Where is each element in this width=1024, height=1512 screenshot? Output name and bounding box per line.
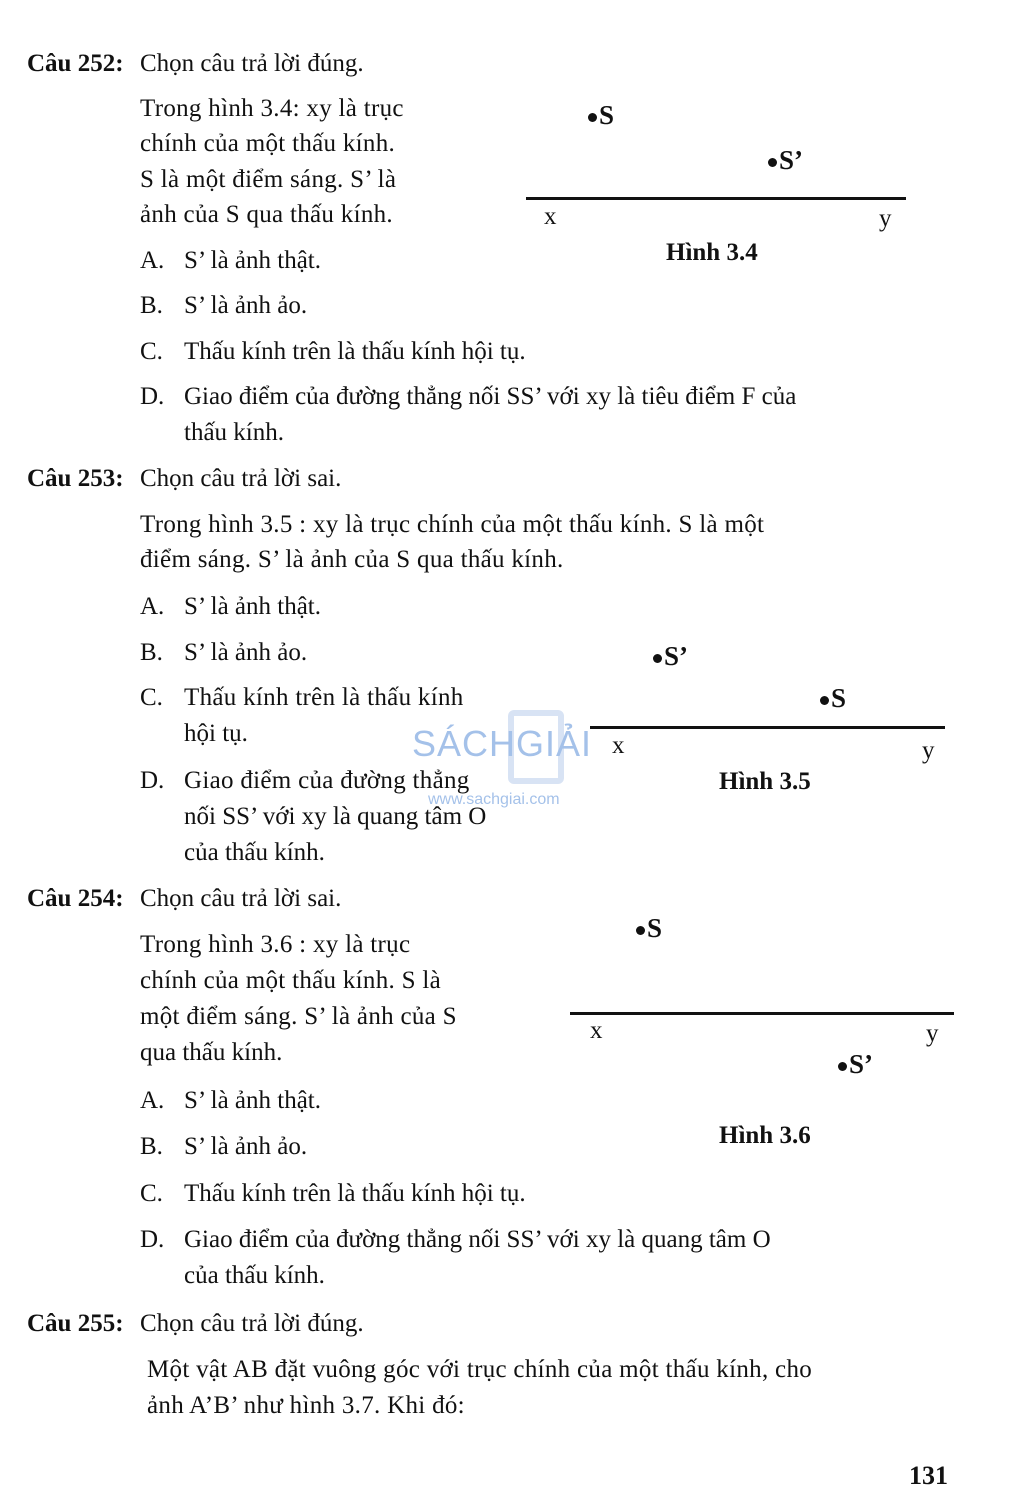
point-dot	[820, 696, 829, 705]
point-dot	[653, 654, 662, 663]
watermark-url: www.sachgiai.com	[428, 791, 560, 808]
statement-line: chính của một thấu kính. S là	[140, 967, 442, 994]
watermark-text: SÁCHGIẢI	[412, 723, 593, 764]
point-s	[636, 910, 662, 946]
watermark-logo	[410, 708, 610, 808]
statement-line: Trong hình 3.4: xy là trục	[140, 95, 404, 122]
principal-axis	[526, 197, 906, 200]
statement-line: một điểm sáng. S’ là ảnh của S	[140, 1003, 457, 1030]
point-dot	[588, 113, 597, 122]
option-d-text: Giao điểm của đường thẳng nối SS’ với xy là tiêu điểm F của	[184, 383, 797, 410]
option-b-letter: B.	[140, 1133, 163, 1160]
question-prompt: Chọn câu trả lời đúng.	[140, 1310, 364, 1337]
point-s-prime	[653, 638, 688, 674]
statement-line: Trong hình 3.5 : xy là trục chính của một thấu kính. S là một	[140, 511, 765, 538]
statement-line: qua thấu kính.	[140, 1039, 283, 1066]
option-d-text: Giao điểm của đường thẳng	[184, 767, 470, 794]
option-b-letter: B.	[140, 639, 163, 666]
option-d-text-cont: của thấu kính.	[184, 839, 325, 866]
option-d-text: Giao điểm của đường thẳng nối SS’ với xy là quang tâm O	[184, 1226, 771, 1253]
point-dot	[838, 1062, 847, 1071]
question-prompt: Chọn câu trả lời sai.	[140, 465, 342, 492]
option-c-text: Thấu kính trên là thấu kính	[184, 684, 464, 711]
point-label: S’	[664, 641, 689, 671]
axis-label-y: y	[922, 737, 935, 764]
option-c-text-cont: hội tụ.	[184, 720, 248, 747]
option-b-text: S’ là ảnh ảo.	[184, 1133, 308, 1160]
option-d-letter: D.	[140, 767, 165, 794]
option-a-text: S’ là ảnh thật.	[184, 1087, 321, 1114]
principal-axis	[590, 726, 945, 729]
statement-line: chính của một thấu kính.	[140, 130, 396, 157]
statement-line: ảnh của S qua thấu kính.	[140, 201, 393, 228]
option-d-text-cont: thấu kính.	[184, 419, 284, 446]
figure-caption: Hình 3.5	[719, 768, 811, 795]
point-dot	[636, 926, 645, 935]
option-c-text: Thấu kính trên là thấu kính hội tụ.	[184, 1180, 526, 1207]
option-b-text: S’ là ảnh ảo.	[184, 639, 308, 666]
page-number: 131	[909, 1461, 948, 1490]
statement-line: S là một điểm sáng. S’ là	[140, 166, 397, 193]
option-d-letter: D.	[140, 383, 165, 410]
point-label: S	[599, 100, 615, 130]
axis-label-y: y	[926, 1020, 939, 1047]
point-label: S’	[849, 1049, 874, 1079]
option-a-text: S’ là ảnh thật.	[184, 247, 321, 274]
option-d-letter: D.	[140, 1226, 165, 1253]
option-d-text-cont: nối SS’ với xy là quang tâm O	[184, 803, 487, 830]
point-dot	[768, 158, 777, 167]
question-label: Câu 252:	[27, 50, 124, 77]
figure-caption: Hình 3.6	[719, 1122, 811, 1149]
option-a-text: S’ là ảnh thật.	[184, 593, 321, 620]
point-label: S	[647, 913, 663, 943]
axis-label-y: y	[879, 205, 892, 232]
point-label: S’	[779, 145, 804, 175]
option-a-letter: A.	[140, 247, 165, 274]
statement-line: ảnh A’B’ như hình 3.7. Khi đó:	[147, 1392, 465, 1419]
principal-axis	[570, 1012, 954, 1015]
option-c-letter: C.	[140, 684, 163, 711]
statement-line: Trong hình 3.6 : xy là trục	[140, 931, 411, 958]
option-a-letter: A.	[140, 593, 165, 620]
option-d-text-cont: của thấu kính.	[184, 1262, 325, 1289]
option-c-letter: C.	[140, 338, 163, 365]
option-c-text: Thấu kính trên là thấu kính hội tụ.	[184, 338, 526, 365]
question-label: Câu 253:	[27, 465, 124, 492]
point-label: S	[831, 683, 847, 713]
point-s-prime	[838, 1046, 873, 1082]
question-prompt: Chọn câu trả lời sai.	[140, 885, 342, 912]
question-label: Câu 255:	[27, 1310, 124, 1337]
point-s	[820, 680, 846, 716]
statement-line: Một vật AB đặt vuông góc với trục chính của một thấu kính, cho	[147, 1356, 813, 1383]
axis-label-x: x	[590, 1017, 603, 1044]
point-s	[588, 97, 614, 133]
option-c-letter: C.	[140, 1180, 163, 1207]
statement-line: điểm sáng. S’ là ảnh của S qua thấu kính.	[140, 546, 564, 573]
option-b-text: S’ là ảnh ảo.	[184, 292, 308, 319]
point-s-prime	[768, 142, 803, 178]
option-a-letter: A.	[140, 1087, 165, 1114]
figure-caption: Hình 3.4	[666, 239, 758, 266]
option-b-letter: B.	[140, 292, 163, 319]
axis-label-x: x	[612, 732, 625, 759]
axis-label-x: x	[544, 203, 557, 230]
question-label: Câu 254:	[27, 885, 124, 912]
question-prompt: Chọn câu trả lời đúng.	[140, 50, 364, 77]
